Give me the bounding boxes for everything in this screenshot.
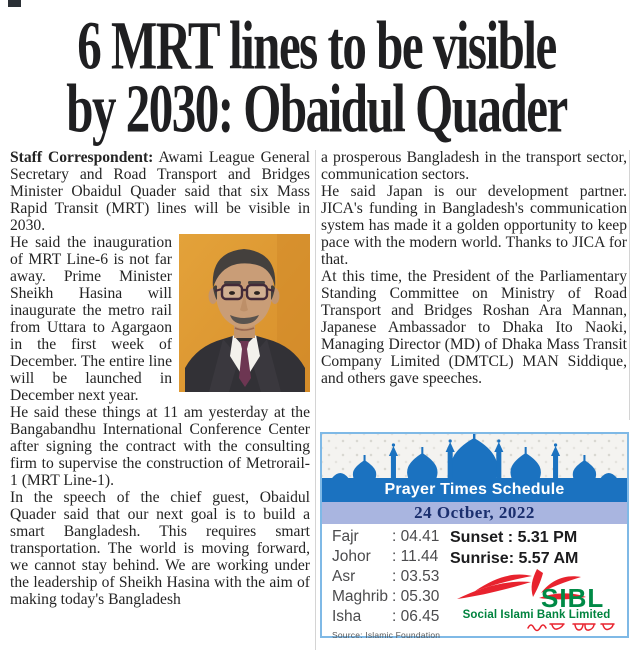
prayer-widget-header [322, 434, 627, 502]
sibl-logo [450, 569, 623, 632]
prayer-widget-title: Prayer Times Schedule [384, 481, 565, 498]
prayer-times-list [332, 527, 444, 640]
bengali-tagline-script [525, 621, 617, 632]
headline-line-2: by 2030: Obaidul Quader [66, 69, 567, 147]
prayer-widget-body [322, 524, 627, 640]
svg-text:SIBL: SIBL [540, 583, 604, 609]
obaidul-quader-photo [179, 234, 310, 392]
paragraph-lead: Staff Correspondent: Awami League General Secretary and Road Transport and Bridges Minister Obaidul Quader said that six Mass Rapid Transit (MRT) lines will be visible in 2030. [10, 149, 310, 234]
prayer-row-maghrib: Maghrib : 05.30 [332, 588, 440, 605]
prayer-row-johor: Johor : 11.44 [332, 548, 439, 565]
headline [0, 6, 633, 147]
source-note: Source: Islamic Foundation [332, 630, 441, 640]
sunrise-time: Sunrise: 5.57 AM [450, 550, 579, 567]
byline: Staff Correspondent: [10, 149, 154, 166]
paragraph: He said Japan is our development partner. JICA's funding in Bangladesh's communication system has made it a golden opportunity to keep pace with the modern world. Thanks to JICA for that. [321, 183, 627, 268]
article-left-column [10, 149, 310, 608]
article-right-column [321, 149, 627, 387]
sunset-time: Sunset : 5.31 PM [450, 529, 578, 546]
paragraph: a prosperous Bangladesh in the transport sector, communication sectors. [321, 149, 627, 183]
prayer-row-isha: Isha : 06.45 [332, 608, 440, 625]
sibl-swoosh-icon [453, 569, 621, 609]
paragraph: He said these things at 11 am yesterday at the Bangabandhu International Conference Center after signing the contract with the consulting firm to supervise the construction of Metrorail-1 (MRT Line-1). [10, 404, 310, 489]
paragraph-wrap-block [10, 234, 310, 608]
prayer-row-asr: Asr : 03.53 [332, 568, 440, 585]
prayer-times-widget [320, 432, 629, 638]
paragraph: He said the inauguration of MRT Line-6 is not far away. Prime Minister Sheikh Hasina will inaugurate the metro rail from Uttara to Agargaon in the first week of December. The entire line will be launched in December next year. [10, 234, 172, 404]
prayer-date: 24 Octber, 2022 [322, 502, 627, 524]
headline-line-1: 6 MRT lines to be visible [77, 6, 556, 84]
paragraph: In the speech of the chief guest, Obaidul Quader said that our next goal is to build a smart Bangladesh. This requires smart transportation. The world is moving forward, we cannot stay behind. We are working under the leadership of Sheikh Hasina with the aim of making today's Bangladesh [10, 489, 310, 608]
prayer-row-fajr: Fajr : 04.41 [332, 528, 440, 545]
page-edge-rule [629, 150, 630, 420]
column-divider [315, 150, 316, 650]
sun-and-logo-panel [444, 527, 623, 640]
bank-name: Social Islami Bank Limited [462, 609, 611, 621]
paragraph: At this time, the President of the Parliamentary Standing Committee on Ministry of Road Transport and Bridges Roshan Ara Mannan, Japanese Ambassador to Dhaka Ito Naoki, Managing Director (MD) of Dhaka Mass Transit Company Limited (DMTCL) MAN Siddique, and others gave speeches. [321, 268, 627, 387]
